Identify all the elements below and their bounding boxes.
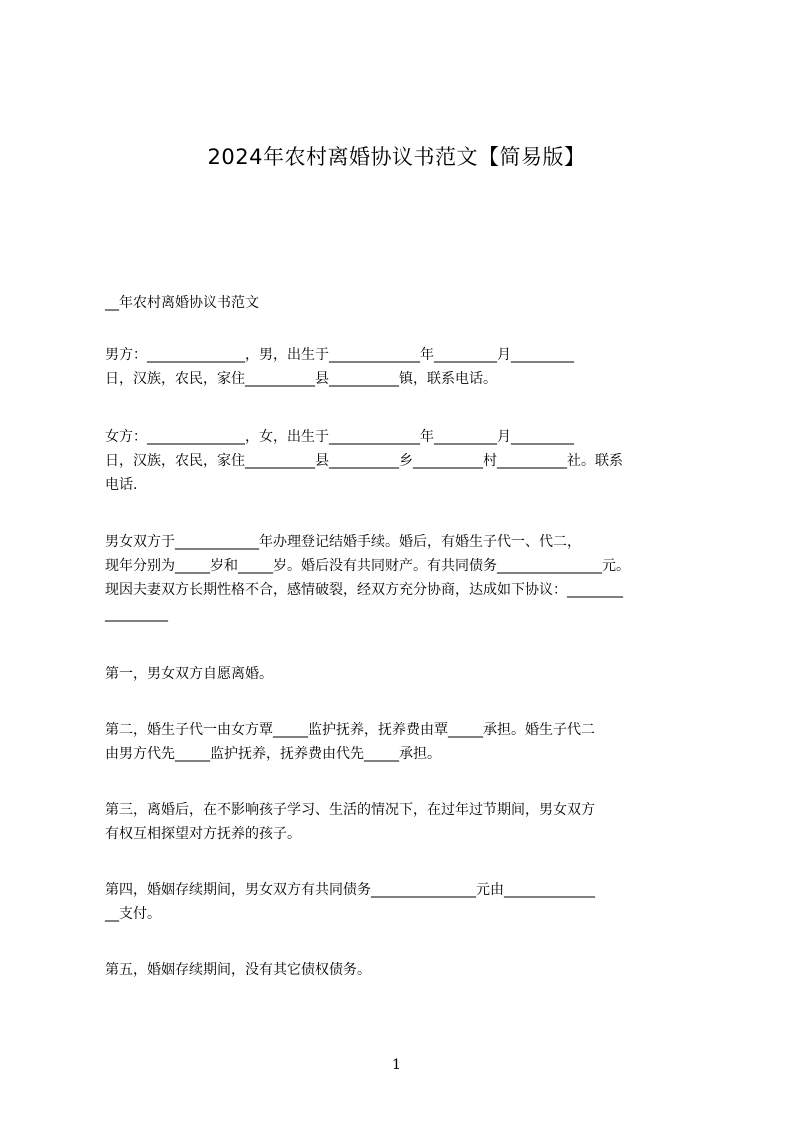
page-number: 1 (392, 1057, 401, 1073)
clause-1-paragraph (105, 662, 705, 686)
clause-4-paragraph (105, 878, 705, 926)
clause-3-paragraph (105, 798, 705, 846)
text-line: 日，汉族，农民，家住__________县__________镇，联系电话。 (105, 371, 497, 387)
text-line: 现年分别为_____岁和_____岁。婚后没有共同财产。有共同债务_______________元。 (105, 558, 630, 574)
text-line: 日，汉族，农民，家住__________县__________乡__________村__________社。联系 (105, 453, 623, 469)
marriage-background-paragraph (105, 530, 705, 626)
husband-info-paragraph (105, 343, 705, 391)
clause-5-paragraph (105, 958, 705, 982)
text-line: 第三，离婚后，在不影响孩子学习、生活的情况下，在过年过节期间，男女双方 (105, 802, 595, 818)
text-line: 第四，婚姻存续期间，男女双方有共同债务_______________元由_____________ (105, 882, 595, 898)
text-line: 女方：______________，女，出生于_____________年_________月_________ (105, 429, 574, 445)
agreement-heading (105, 291, 705, 315)
text-line: 有权互相探望对方抚养的孩子。 (105, 826, 301, 842)
text-line: 第二，婚生子代一由女方覃_____监护抚养，抚养费由覃_____承担。婚生子代二 (105, 722, 595, 738)
text-line: 电话. (105, 477, 138, 493)
text-line: 现因夫妻双方长期性格不合，感情破裂，经双方充分协商，达成如下协议：________ (105, 582, 623, 598)
text-line: __年农村离婚协议书范文 (105, 295, 259, 311)
text-line: 第五，婚姻存续期间，没有其它债权债务。 (105, 962, 371, 978)
text-line: 第一，男女双方自愿离婚。 (105, 666, 273, 682)
wife-info-paragraph (105, 425, 705, 497)
text-line: 男女双方于____________年办理登记结婚手续。婚后，有婚生子代一、代二， (105, 534, 581, 550)
text-line: __支付。 (105, 906, 161, 922)
text-line: _________ (105, 606, 168, 622)
text-line: 男方：______________，男，出生于_____________年_________月_________ (105, 347, 574, 363)
text-line: 由男方代先_____监护抚养，抚养费由代先_____承担。 (105, 746, 441, 762)
clause-2-paragraph (105, 718, 705, 766)
document-title: 2024年农村离婚协议书范文【简易版】 (207, 145, 586, 169)
